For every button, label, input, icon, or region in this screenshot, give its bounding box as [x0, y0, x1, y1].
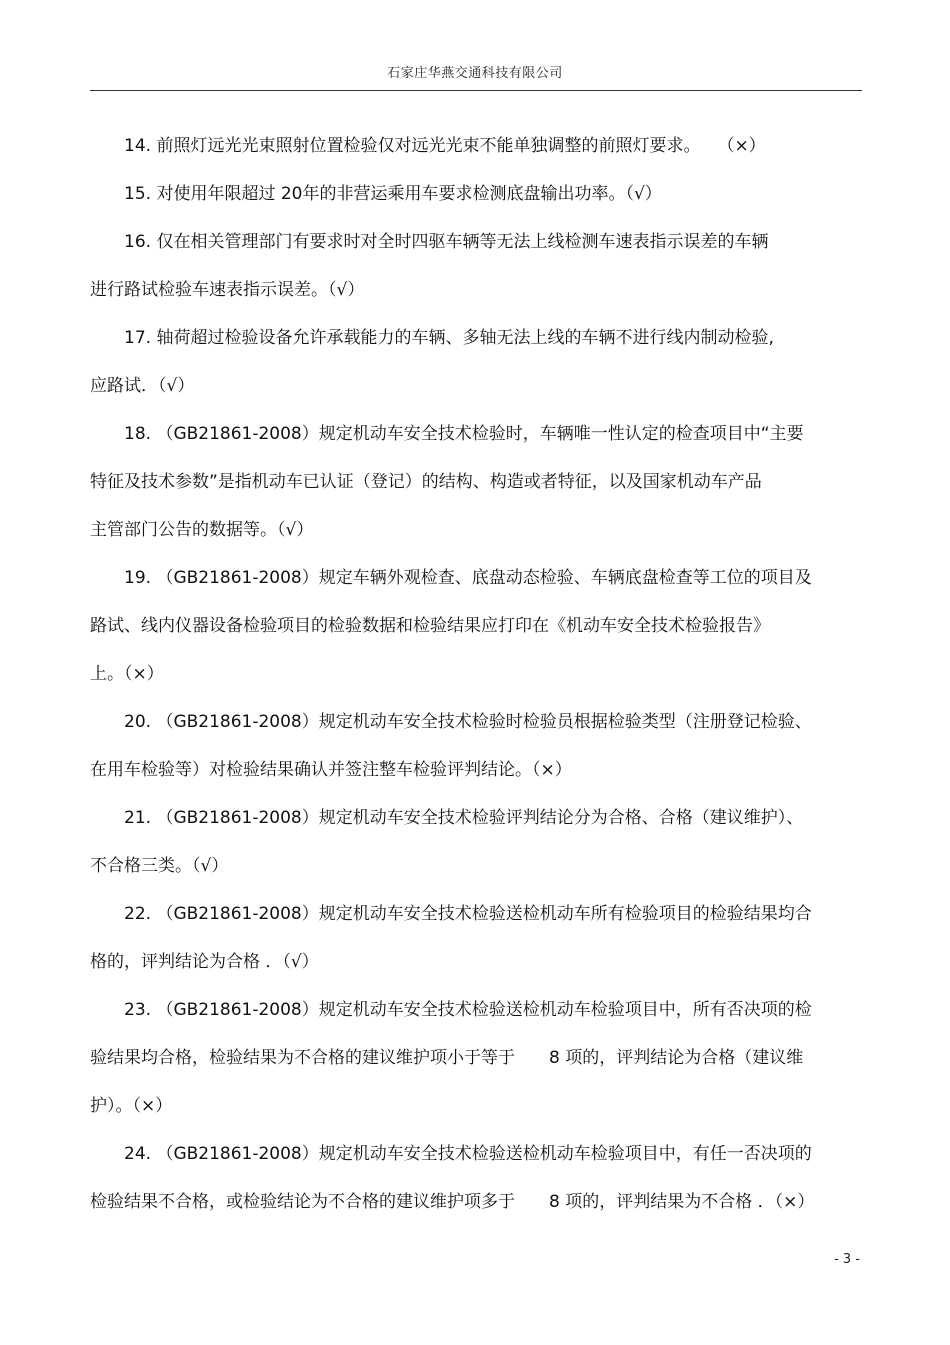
item-19-line-3: 上。（×） — [90, 664, 164, 684]
item-14-line-1: 14. 前照灯远光光束照射位置检验仅对远光光束不能单独调整的前照灯要求。 （×） — [124, 136, 766, 156]
item-22-line-2: 格的，评判结论为合格 ．（√） — [90, 952, 319, 972]
item-18-line-1: 18. （GB21861-2008）规定机动车安全技术检验时，车辆唯一性认定的检查项目中“主要 — [124, 424, 804, 444]
item-18-line-2: 特征及技术参数”是指机动车已认证（登记）的结构、构造或者特征，以及国家机动车产品 — [90, 472, 762, 492]
item-23-line-2: 验结果均合格，检验结果为不合格的建议维护项小于等于 8 项的，评判结论为合格（建议维 — [90, 1048, 804, 1068]
item-22-line-1: 22. （GB21861-2008）规定机动车安全技术检验送检机动车所有检验项目的检验结果均合 — [124, 904, 812, 924]
header-divider — [90, 90, 862, 91]
item-20-line-1: 20. （GB21861-2008）规定机动车安全技术检验时检验员根据检验类型（注册登记检验、 — [124, 712, 812, 732]
item-24-line-2: 检验结果不合格，或检验结论为不合格的建议维护项多于 8 项的，评判结果为不合格 ．（×） — [90, 1192, 815, 1212]
item-16-line-1: 16. 仅在相关管理部门有要求时对全时四驱车辆等无法上线检测车速表指示误差的车辆 — [124, 232, 769, 252]
item-23-line-3: 护）。（×） — [90, 1096, 173, 1116]
item-15-line-1: 15. 对使用年限超过 20年的非营运乘用车要求检测底盘输出功率。（√） — [124, 184, 662, 204]
item-21-line-1: 21. （GB21861-2008）规定机动车安全技术检验评判结论分为合格、合格（建议维护）、 — [124, 808, 804, 828]
page-header-company: 石家庄华燕交通科技有限公司 — [387, 66, 563, 81]
item-20-line-2: 在用车检验等）对检验结果确认并签注整车检验评判结论。（×） — [90, 760, 572, 780]
page-number: - 3 - — [834, 1252, 860, 1267]
item-19-line-2: 路试、线内仪器设备检验项目的检验数据和检验结果应打印在《机动车安全技术检验报告》 — [90, 616, 770, 636]
item-18-line-3: 主管部门公告的数据等。（√） — [90, 520, 314, 540]
item-23-line-1: 23. （GB21861-2008）规定机动车安全技术检验送检机动车检验项目中，所有否决项的检 — [124, 1000, 812, 1020]
item-24-line-1: 24. （GB21861-2008）规定机动车安全技术检验送检机动车检验项目中，有任一否决项的 — [124, 1144, 812, 1164]
item-17-line-1: 17. 轴荷超过检验设备允许承载能力的车辆、多轴无法上线的车辆不进行线内制动检验, — [124, 328, 774, 348]
item-16-line-2: 进行路试检验车速表指示误差。（√） — [90, 280, 365, 300]
item-19-line-1: 19. （GB21861-2008）规定车辆外观检查、底盘动态检验、车辆底盘检查等工位的项目及 — [124, 568, 812, 588]
item-21-line-2: 不合格三类。（√） — [90, 856, 229, 876]
item-17-line-2: 应路试．（√） — [90, 376, 195, 396]
